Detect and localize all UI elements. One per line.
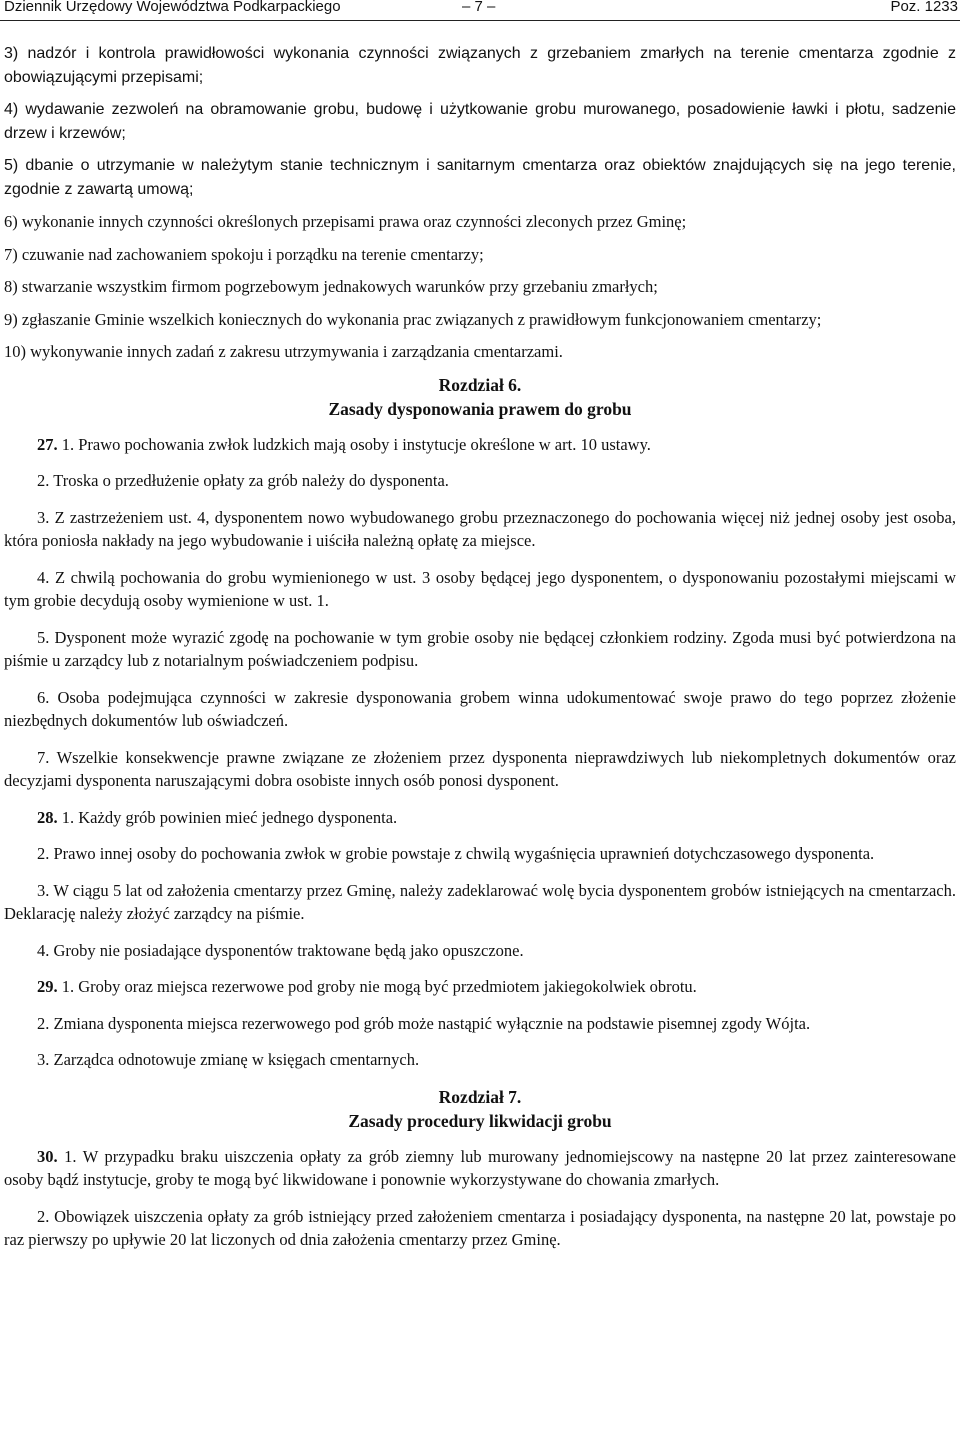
section-paragraph: 28. 1. Każdy grób powinien mieć jednego dysponenta. xyxy=(37,807,398,827)
section-number: 27. xyxy=(37,434,58,454)
paragraph: 2. Zmiana dysponenta miejsca rezerwowego pod grób może nastąpić wyłącznie na podstawie pisemnej zgody Wójta. xyxy=(37,1013,811,1033)
section-number: 29. xyxy=(37,977,58,996)
position-number: Poz. 1233 xyxy=(890,0,958,15)
list-item: 9) zgłaszanie Gminie wszelkich koniecznych do wykonania prac związanych z prawidłowym funkcjonowaniem cmentarzy; xyxy=(4,309,822,329)
paragraph: 2. Prawo innej osoby do pochowania zwłok w grobie powstaje z chwilą wygaśnięcia uprawnień dotychczasowego dysponenta. xyxy=(37,844,875,863)
paragraph: 4. Groby nie posiadające dysponentów traktowane będą jako opuszczone. xyxy=(37,940,524,960)
chapter-title: Zasady procedury likwidacji grobu xyxy=(348,1110,612,1131)
paragraph: 3. Zarządca odnotowuje zmianę w księgach cmentarnych. xyxy=(37,1050,420,1069)
paragraph: 4. Z chwilą pochowania do grobu wymienionego w ust. 3 osoby będącej jego dysponentem, o dysponowaniu pozostałymi miejscami w tym grobie decydują osoby wymienione w ust. 1. xyxy=(4,567,956,610)
list-item: 7) czuwanie nad zachowaniem spokoju i porządku na terenie cmentarzy; xyxy=(4,244,484,264)
paragraph: 3. W ciągu 5 lat od założenia cmentarzy przez Gminę, należy zadeklarować wolę bycia dysponentem grobów istniejących na cmentarzach. Deklarację należy złożyć zarządcy na piśmie. xyxy=(4,880,956,923)
paragraph: 2. Obowiązek uiszczenia opłaty za grób istniejący przed założeniem cmentarza i posiadający dysponenta, na następne 20 lat, powstaje po raz pierwszy po upływie 20 lat liczonych od dnia założenia cmentarzy przez Gminę. xyxy=(4,1206,956,1249)
list-item: 4) wydawanie zezwoleń na obramowanie grobu, budowę i użytkowanie grobu murowanego, posadowienie ławki i płotu, sadzenie drzew i krzewów; xyxy=(4,101,956,142)
chapter-number: Rozdział 7. xyxy=(438,1086,522,1107)
section-number: 28. xyxy=(37,807,58,827)
document-body xyxy=(4,42,956,1265)
list-item: 8) stwarzanie wszystkim firmom pogrzebowym jednakowych warunków przy grzebaniu zmarłych; xyxy=(4,277,658,296)
page-header xyxy=(0,0,960,21)
paragraph: 3. Z zastrzeżeniem ust. 4, dysponentem nowo wybudowanego grobu przeznaczonego do pochowania więcej niż jednej osoby jest osoba, która poniosła nakłady na jego wybudowanie i uiściła należną opłatę za miejsce. xyxy=(4,507,956,550)
section-paragraph: 29. 1. Groby oraz miejsca rezerwowe pod groby nie mogą być przedmiotem jakiegokolwiek obrotu. xyxy=(37,977,697,996)
list-item: 6) wykonanie innych czynności określonych przepisami prawa oraz czynności zleconych przez Gminę; xyxy=(4,212,687,231)
section-paragraph: 27. 1. Prawo pochowania zwłok ludzkich mają osoby i instytucje określone w art. 10 ustawy. xyxy=(37,434,651,454)
chapter-heading xyxy=(4,1085,956,1133)
list-item: 10) wykonywanie innych zadań z zakresu utrzymywania i zarządzania cmentarzami. xyxy=(4,342,563,361)
chapter-heading xyxy=(4,373,956,421)
chapter-number: Rozdział 6. xyxy=(438,374,522,395)
paragraph: 2. Troska o przedłużenie opłaty za grób należy do dysponenta. xyxy=(37,471,449,490)
chapter-title: Zasady dysponowania prawem do grobu xyxy=(328,398,632,419)
section-paragraph: 30. 1. W przypadku braku uiszczenia opłaty za grób ziemny lub murowany jednomiejscowy na następne 20 lat przez zainteresowane osoby bądź instytucje, groby te mogą być likwidowane i ponownie wykorzystywane do chowania zmarłych. xyxy=(4,1146,956,1189)
list-item: 5) dbanie o utrzymanie w należytym stanie technicznym i sanitarnym cmentarza oraz obiektów znajdujących się na jego terenie, zgodnie z zawartą umową; xyxy=(4,157,956,198)
paragraph: 7. Wszelkie konsekwencje prawne związane ze złożeniem przez dysponenta nieprawdziwych lub niekompletnych dokumentów oraz decyzjami dysponenta naruszającymi dobra osobiste innych osób ponosi dysponent. xyxy=(4,747,956,790)
page-number: – 7 – xyxy=(462,0,496,15)
journal-title: Dziennik Urzędowy Województwa Podkarpackiego xyxy=(4,0,341,15)
paragraph: 5. Dysponent może wyrazić zgodę na pochowanie w tym grobie osoby nie będącej członkiem rodziny. Zgoda musi być potwierdzona na piśmie u zarządcy lub z notarialnym poświadczeniem podpisu. xyxy=(4,627,956,670)
paragraph: 6. Osoba podejmująca czynności w zakresie dysponowania grobem winna udokumentować swoje prawo do tego poprzez złożenie niezbędnych dokumentów lub oświadczeń. xyxy=(4,687,956,730)
list-item: 3) nadzór i kontrola prawidłowości wykonania czynności związanych z grzebaniem zmarłych na terenie cmentarza zgodnie z obowiązującymi przepisami; xyxy=(4,45,956,86)
section-number: 30. xyxy=(37,1146,58,1166)
